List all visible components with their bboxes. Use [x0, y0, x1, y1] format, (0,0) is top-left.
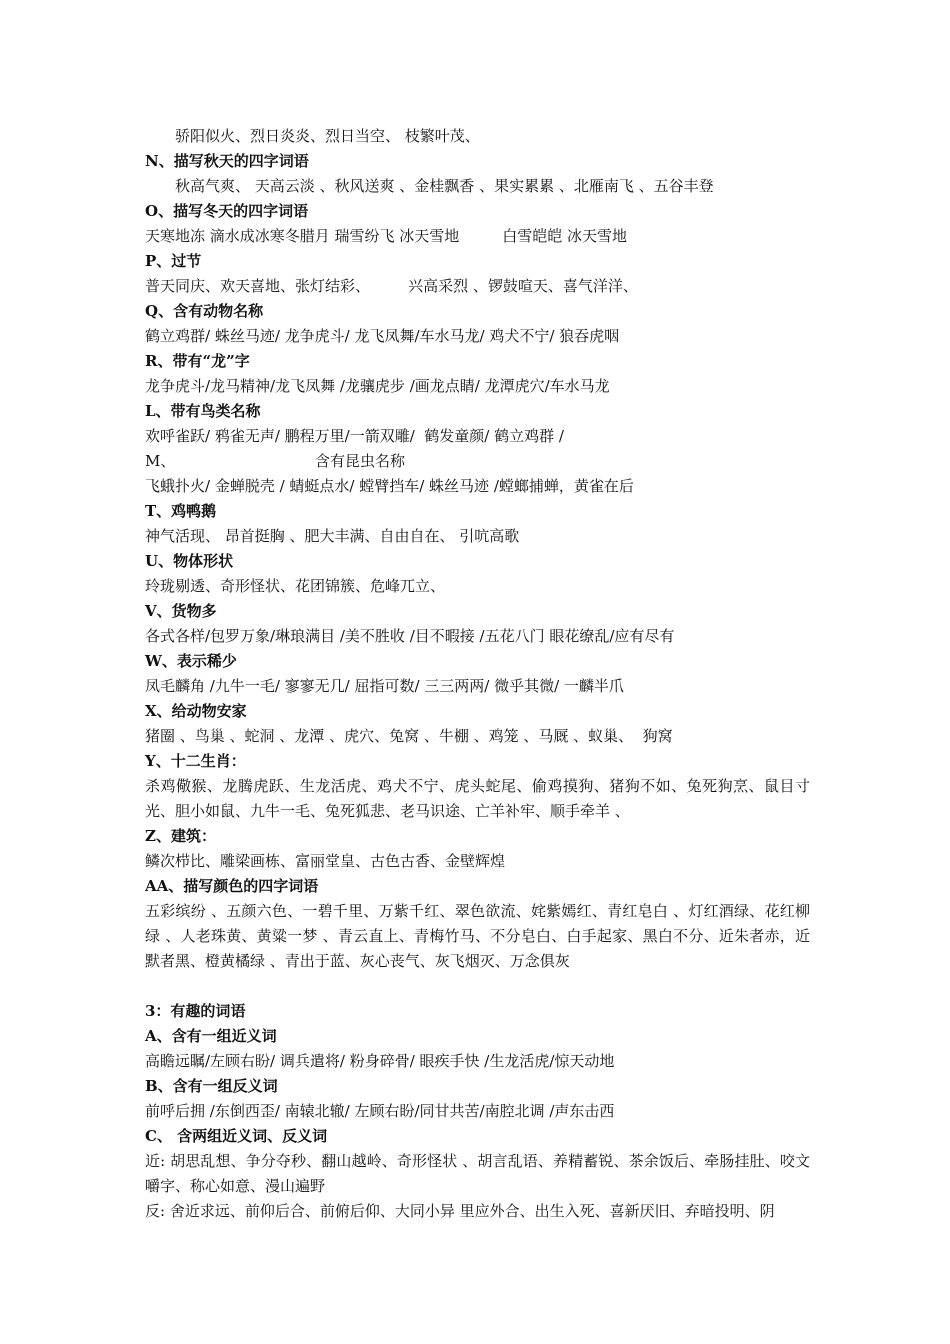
section-3-heading: 3：有趣的词语 [145, 1002, 246, 1020]
section-w-text: 凤毛麟角 /九牛一毛/ 寥寥无几/ 屈指可数/ 三三两两/ 微乎其微/ 一麟半爪 [145, 677, 624, 695]
section-y-heading: Y、十二生肖： [145, 752, 246, 770]
section-c-heading: C、 含两组近义词、反义词 [145, 1127, 328, 1145]
section-p-text: 普天同庆、欢天喜地、张灯结彩、 兴高采烈 、锣鼓喧天、喜气洋洋、 [145, 277, 638, 295]
section-a-heading: A、含有一组近义词 [145, 1027, 277, 1045]
section-r-heading: R、带有“龙”字 [145, 352, 250, 370]
section-q-heading: Q、含有动物名称 [145, 302, 264, 320]
blank-line [145, 974, 810, 999]
section-n-text: 秋高气爽、 天高云淡 、秋风送爽 、金桂飘香 、果实累累 、北雁南飞 、五谷丰登 [175, 177, 714, 195]
section-v-text: 各式各样/包罗万象/琳琅满目 /美不胜收 /目不暇接 /五花八门 眼花缭乱/应有尽有 [145, 627, 675, 645]
section-p-heading: P、过节 [145, 252, 202, 270]
section-x-text: 猪圈 、鸟巢 、蛇洞 、龙潭 、虎穴、兔窝 、牛棚 、鸡笼 、马厩 、蚁巢、 狗窝 [145, 727, 673, 745]
section-t-heading: T、鸡鸭鹅 [145, 502, 217, 520]
section-t-text: 神气活现、 昂首挺胸 、肥大丰满、自由自在、 引吭高歌 [145, 527, 520, 545]
section-n-heading: N、描写秋天的四字词语 [145, 152, 309, 170]
section-m-text: 飞蛾扑火/ 金蝉脱壳 / 蜻蜓点水/ 螳臂挡车/ 蛛丝马迹 /螳螂捕蝉，黄雀在后 [145, 477, 634, 495]
section-b-text: 前呼后拥 /东倒西歪/ 南辕北辙/ 左顾右盼/同甘共苦/南腔北调 /声东击西 [145, 1102, 615, 1120]
section-q-text: 鹤立鸡群/ 蛛丝马迹/ 龙争虎斗/ 龙飞凤舞/车水马龙/ 鸡犬不宁/ 狼吞虎咽 [145, 327, 620, 345]
section-z-text: 鳞次栉比、雕梁画栋、富丽堂皇、古色古香、金壁辉煌 [145, 852, 506, 870]
section-u-text: 玲珑剔透、奇形怪状、花团锦簇、危峰兀立、 [145, 577, 446, 595]
section-b-heading: B、含有一组反义词 [145, 1077, 278, 1095]
section-c-near-text: 近: 胡思乱想、争分夺秒、翻山越岭、奇形怪状 、胡言乱语、养精蓄锐、茶余饭后、牵肠挂肚、咬文嚼字、称心如意、漫山遍野 [145, 1152, 810, 1195]
section-r-text: 龙争虎斗/龙马精神/龙飞凤舞 /龙骧虎步 /画龙点睛/ 龙潭虎穴/车水马龙 [145, 377, 610, 395]
section-o-heading: O、描写冬天的四字词语 [145, 202, 309, 220]
section-m-label: M、 [145, 452, 176, 470]
section-m-title: 含有昆虫名称 [315, 452, 406, 470]
section-z-heading: Z、建筑： [145, 827, 216, 845]
section-aa-heading: AA、描写颜色的四字词语 [145, 877, 319, 895]
section-w-heading: W、表示稀少 [145, 652, 237, 670]
section-aa-text: 五彩缤纷 、五颜六色、一碧千里、万紫千红、翠色欲流、姹紫嫣红、青红皂白 、灯红酒绿、花红柳绿 、人老珠黄、黄粱一梦 、青云直上、青梅竹马、不分皂白、白手起家、黑白不分、近朱者赤，近默者黑、橙黄橘绿 、青出于蓝、灰心丧气、灰飞烟灭、万念俱灰 [145, 902, 810, 970]
section-u-heading: U、物体形状 [145, 552, 234, 570]
section-v-heading: V、货物多 [145, 602, 217, 620]
section-o-text: 天寒地冻 滴水成冰寒冬腊月 瑞雪纷飞 冰天雪地 白雪皑皑 冰天雪地 [145, 227, 627, 245]
section-x-heading: X、给动物安家 [145, 702, 247, 720]
section-y-text: 杀鸡儆猴、龙腾虎跃、生龙活虎、鸡犬不宁、虎头蛇尾、偷鸡摸狗、猪狗不如、兔死狗烹、鼠目寸光、胆小如鼠、九牛一毛、兔死狐悲、老马识途、亡羊补牢、顺手牵羊 、 [145, 777, 810, 820]
summer-words-continued: 骄阳似火、烈日炎炎、烈日当空、 枝繁叶茂、 [175, 127, 480, 145]
section-l-heading: L、带有鸟类名称 [145, 402, 261, 420]
section-a-text: 高瞻远瞩/左顾右盼/ 调兵遣将/ 粉身碎骨/ 眼疾手快 /生龙活虎/惊天动地 [145, 1052, 615, 1070]
section-l-text: 欢呼雀跃/ 鸦雀无声/ 鹏程万里/一箭双雕/ 鹤发童颜/ 鹤立鸡群 / [145, 427, 564, 445]
section-c-anti-text: 反: 舍近求远、前仰后合、前俯后仰、大同小异 里应外合、出生入死、喜新厌旧、弃暗投明、阴 [145, 1202, 775, 1220]
document-page [145, 124, 810, 1224]
section-m-heading [145, 449, 810, 474]
